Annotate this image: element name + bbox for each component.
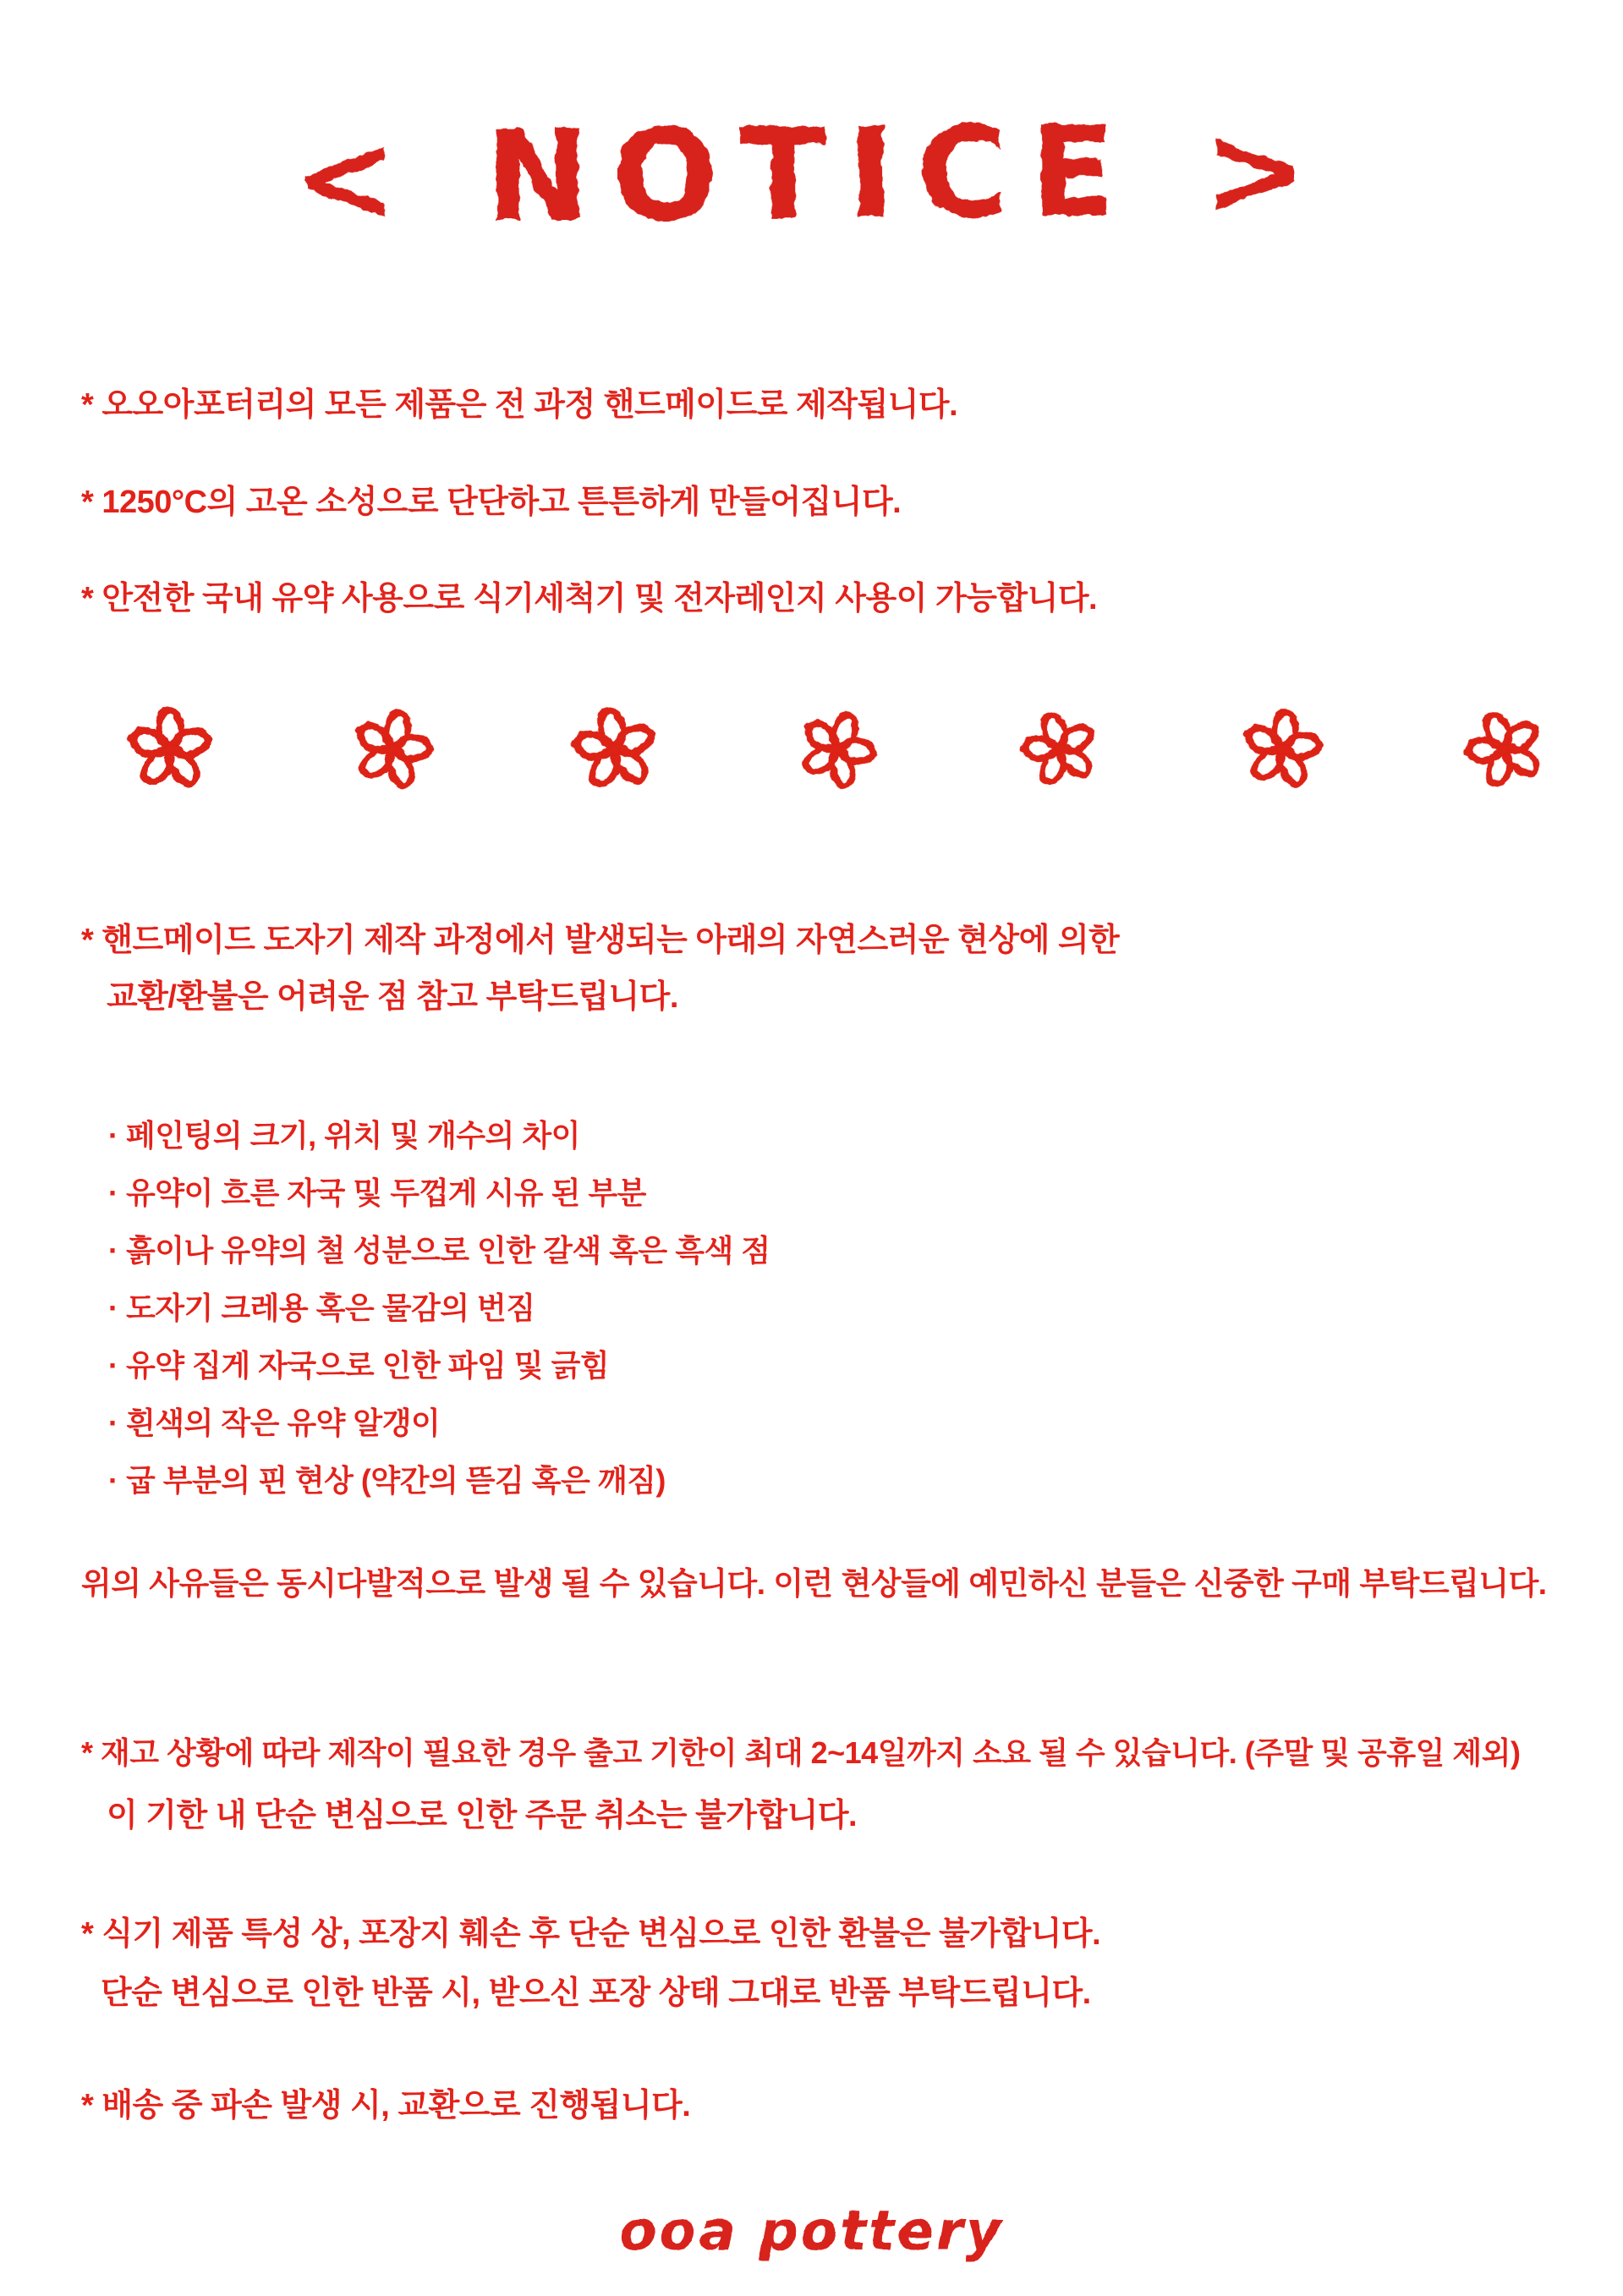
production-notice-line2: 이 기한 내 단순 변심으로 인한 주문 취소는 불가합니다. bbox=[107, 1798, 858, 1833]
page-title: < NOTICE > bbox=[292, 96, 1331, 252]
intro-line-firing: * 1250°C의 고온 소성으로 단단하고 튼튼하게 만들어집니다. bbox=[81, 485, 902, 520]
flower-doodle-icon bbox=[781, 692, 894, 805]
defect-item-iron-spots: · 흙이나 유약의 철 성분으로 인한 갈색 혹은 흑색 점 bbox=[108, 1233, 770, 1268]
shipping-damage-notice: * 배송 중 파손 발생 시, 교환으로 진행됩니다. bbox=[81, 2088, 691, 2123]
defect-item-crayon-smudge: · 도자기 크레용 혹은 물감의 번짐 bbox=[108, 1290, 535, 1325]
flower-doodle-icon bbox=[1007, 697, 1111, 801]
refund-notice-line2: 단순 변심으로 인한 반품 시, 받으신 포장 상태 그대로 반품 부탁드립니다. bbox=[101, 1975, 1091, 2011]
defect-item-glaze-grains: · 흰색의 작은 유약 알갱이 bbox=[108, 1406, 441, 1440]
flower-doodle-icon bbox=[1231, 698, 1333, 799]
intro-line-glaze-safety: * 안전한 국내 유약 사용으로 식기세척기 및 전자레인지 사용이 가능합니다. bbox=[81, 581, 1098, 616]
refund-notice-line1: * 식기 제품 특성 상, 포장지 훼손 후 단순 변심으로 인한 환불은 불가합니다. bbox=[81, 1916, 1101, 1952]
flower-doodle-icon bbox=[123, 702, 217, 797]
logo-container bbox=[0, 2200, 1623, 2263]
flower-doodle-icon bbox=[1448, 693, 1561, 806]
flower-divider bbox=[123, 700, 1552, 797]
defect-item-painting: · 페인팅의 크기, 위치 및 개수의 차이 bbox=[108, 1118, 580, 1153]
defect-item-glaze-drip: · 유약이 흐른 자국 및 두껍게 시유 된 부분 bbox=[108, 1175, 646, 1210]
title-container bbox=[0, 96, 1623, 252]
defect-summary: 위의 사유들은 동시다발적으로 발생 될 수 있습니다. 이런 현상들에 예민하신 분들은 신중한 구매 부탁드립니다. bbox=[81, 1566, 1547, 1601]
defect-item-foot-pin: · 굽 부분의 핀 현상 (약간의 뜯김 혹은 깨짐) bbox=[108, 1463, 666, 1498]
defect-item-tong-marks: · 유약 집게 자국으로 인한 파임 및 긁힘 bbox=[108, 1348, 610, 1383]
handmade-notice-line2: 교환/환불은 어려운 점 참고 부탁드립니다. bbox=[107, 979, 678, 1015]
ooa-pottery-logo: ooa pottery bbox=[619, 2200, 1004, 2263]
handmade-notice-line1: * 핸드메이드 도자기 제작 과정에서 발생되는 아래의 자연스러운 현상에 의한 bbox=[81, 923, 1120, 958]
flower-doodle-icon bbox=[338, 694, 447, 803]
production-notice-line1: * 재고 상황에 따라 제작이 필요한 경우 출고 기한이 최대 2~14일까지 소요 될 수 있습니다. (주말 및 공휴일 제외) bbox=[81, 1735, 1521, 1770]
intro-line-handmade: * 오오아포터리의 모든 제품은 전 과정 핸드메이드로 제작됩니다. bbox=[81, 387, 958, 423]
flower-doodle-icon bbox=[562, 695, 668, 802]
